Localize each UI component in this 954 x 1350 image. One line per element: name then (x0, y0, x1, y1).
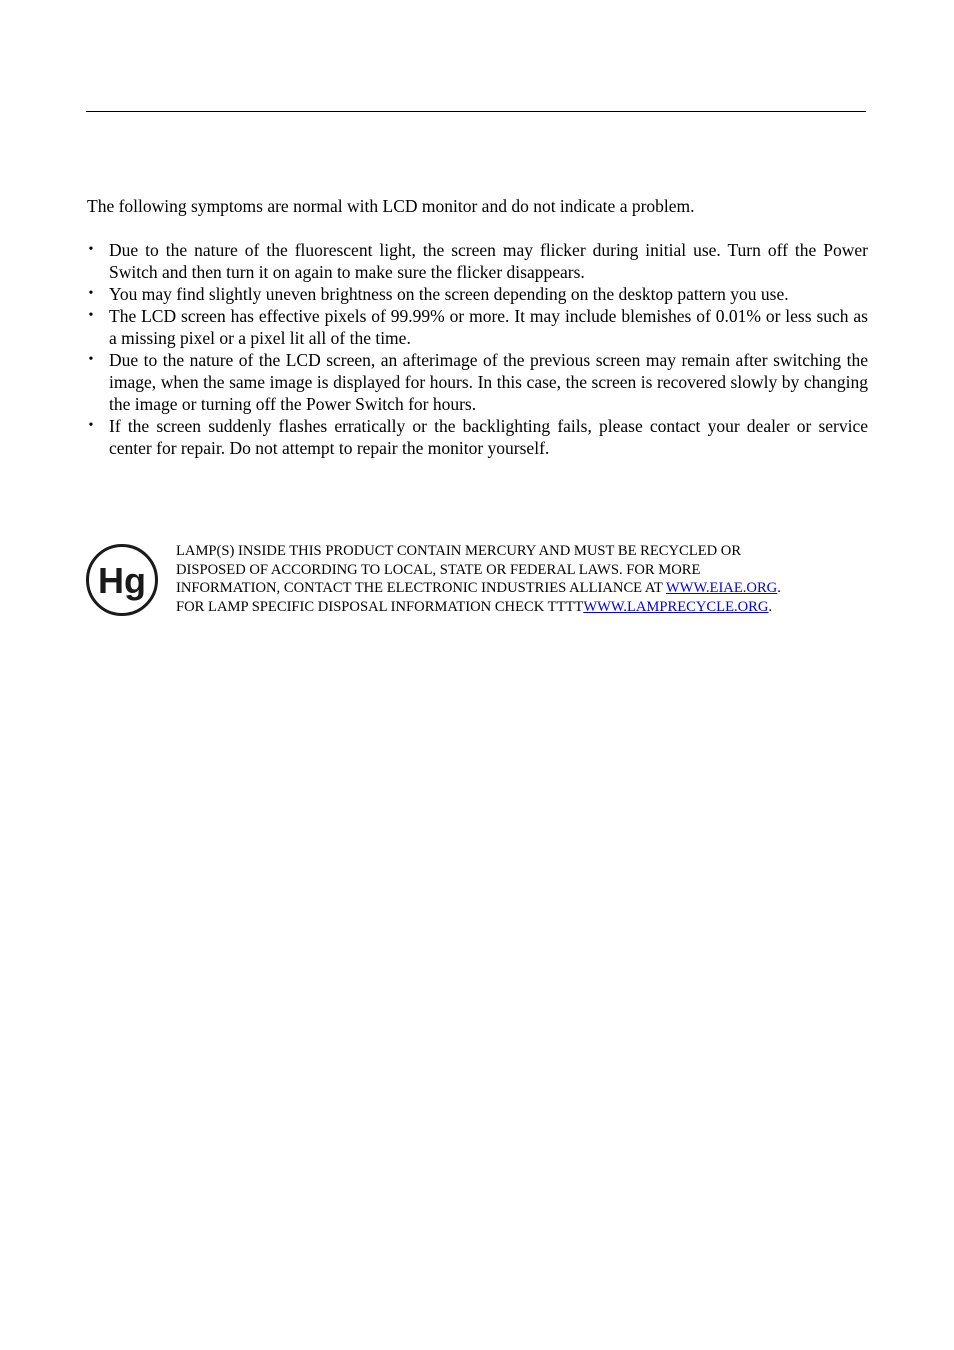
mercury-notice-text: INFORMATION, CONTACT THE ELECTRONIC INDUSTRIES ALLIANCE AT (176, 580, 666, 597)
mercury-notice-text: . (768, 598, 773, 615)
list-item (86, 239, 868, 283)
header-rule (86, 111, 866, 112)
bullet-icon: • (88, 286, 94, 301)
mercury-notice-line (176, 579, 896, 598)
mercury-notice-text: . (777, 580, 781, 597)
list-item-text: Due to the nature of the LCD screen, an afterimage of the previous screen may remain after switching the image, when the same image is displayed for hours. In this case, the screen is recovered slowly by changing the image or turning off the Power Switch for hours. (109, 350, 868, 414)
list-item (86, 305, 868, 349)
mercury-notice-line: LAMP(S) INSIDE THIS PRODUCT CONTAIN MERCURY AND MUST BE RECYCLED OR (176, 543, 742, 559)
mercury-hg-icon (86, 544, 158, 616)
mercury-notice-line (176, 598, 896, 617)
hg-symbol-text: Hg (98, 560, 146, 601)
mercury-notice-text: FOR LAMP SPECIFIC DISPOSAL INFORMATION CHECK TTTT (176, 598, 584, 615)
list-item-text: The LCD screen has effective pixels of 99.99% or more. It may include blemishes of 0.01% or less such as a missing pixel or a pixel lit all of the time. (109, 306, 868, 348)
list-item (86, 415, 868, 459)
lamprecycle-link[interactable]: WWW.LAMPRECYCLE.ORG (583, 598, 769, 615)
list-item (86, 349, 868, 415)
list-item (86, 283, 868, 305)
list-item-text: You may find slightly uneven brightness on the screen depending on the desktop pattern you use. (109, 284, 789, 304)
bullet-icon: • (88, 352, 94, 367)
bullet-icon: • (88, 418, 94, 433)
list-item-text: If the screen suddenly flashes erratically or the backlighting fails, please contact your dealer or service center for repair. Do not attempt to repair the monitor yourself. (109, 416, 868, 458)
symptom-list (86, 239, 868, 459)
list-item-text: Due to the nature of the fluorescent light, the screen may flicker during initial use. Turn off the Power Switch and then turn it on again to make sure the flicker disappears. (109, 240, 868, 282)
bullet-icon: • (88, 242, 94, 257)
bullet-icon: • (88, 308, 94, 323)
mercury-hg-svg (89, 547, 155, 613)
mercury-notice (176, 542, 896, 616)
mercury-notice-line: DISPOSED OF ACCORDING TO LOCAL, STATE OR FEDERAL LAWS. FOR MORE (176, 561, 701, 578)
eiae-link[interactable]: WWW.EIAE.ORG (665, 580, 778, 597)
intro-text: The following symptoms are normal with LCD monitor and do not indicate a problem. (87, 196, 695, 216)
